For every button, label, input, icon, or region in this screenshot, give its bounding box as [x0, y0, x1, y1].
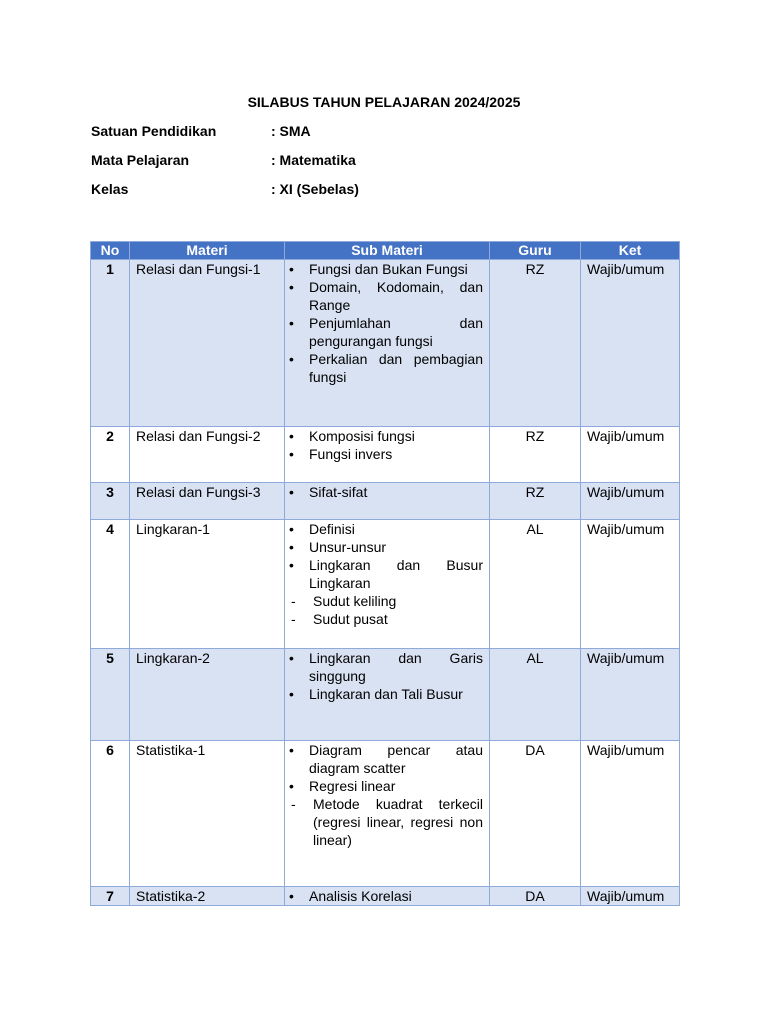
cell-materi: Lingkaran-1 [130, 520, 285, 649]
sub-materi-list [291, 427, 483, 463]
cell-no: 4 [91, 520, 130, 649]
meta-row-kelas [91, 181, 359, 210]
list-item: - Sudut pusat [313, 610, 483, 628]
sub-materi-list [291, 887, 483, 905]
cell-guru: DA [490, 887, 581, 906]
sub-sub-materi-list [291, 592, 483, 628]
table-row [91, 260, 680, 427]
meta-label: Satuan Pendidikan [91, 123, 217, 139]
cell-materi: Relasi dan Fungsi-1 [130, 260, 285, 427]
list-item: • Analisis Korelasi [309, 887, 483, 905]
meta-row-satuan-pendidikan [91, 123, 359, 152]
cell-no: 5 [91, 649, 130, 741]
cell-guru: DA [490, 741, 581, 887]
list-item: • Lingkaran dan Tali Busur [309, 685, 483, 703]
table-row [91, 483, 680, 520]
cell-ket: Wajib/umum [581, 520, 680, 649]
cell-materi: Statistika-2 [130, 887, 285, 906]
meta-value: : XI (Sebelas) [271, 181, 359, 197]
cell-guru: RZ [490, 483, 581, 520]
header-sub-materi: Sub Materi [285, 242, 490, 260]
cell-guru: AL [490, 520, 581, 649]
sub-materi-list [291, 649, 483, 703]
table-row [91, 649, 680, 741]
document-title: SILABUS TAHUN PELAJARAN 2024/2025 [247, 94, 521, 110]
cell-sub-materi [285, 483, 490, 520]
cell-ket: Wajib/umum [581, 887, 680, 906]
cell-ket: Wajib/umum [581, 260, 680, 427]
list-item: • Domain, Kodomain, dan Range [309, 278, 483, 314]
header-guru: Guru [490, 242, 581, 260]
table-row [91, 427, 680, 483]
list-item: • Perkalian dan pembagian fungsi [309, 350, 483, 386]
cell-sub-materi [285, 260, 490, 427]
cell-sub-materi [285, 741, 490, 887]
table-row [91, 520, 680, 649]
cell-guru: RZ [490, 427, 581, 483]
cell-guru: AL [490, 649, 581, 741]
list-item: - Sudut keliling [313, 592, 483, 610]
list-item: • Lingkaran dan Busur Lingkaran [309, 556, 483, 592]
list-item: • Penjumlahan dan pengurangan fungsi [309, 314, 483, 350]
list-item: • Unsur-unsur [309, 538, 483, 556]
cell-guru: RZ [490, 260, 581, 427]
sub-sub-materi-list [291, 795, 483, 849]
list-item: • Komposisi fungsi [309, 427, 483, 445]
cell-no: 3 [91, 483, 130, 520]
list-item: - Metode kuadrat terkecil (regresi linear, regresi non linear) [313, 795, 483, 849]
list-item: • Lingkaran dan Garis singgung [309, 649, 483, 685]
cell-sub-materi [285, 887, 490, 906]
cell-ket: Wajib/umum [581, 483, 680, 520]
document-meta [91, 123, 359, 210]
cell-ket: Wajib/umum [581, 427, 680, 483]
cell-no: 1 [91, 260, 130, 427]
header-ket: Ket [581, 242, 680, 260]
cell-no: 2 [91, 427, 130, 483]
cell-materi: Relasi dan Fungsi-2 [130, 427, 285, 483]
sub-materi-list [291, 741, 483, 795]
table-row [91, 887, 680, 906]
cell-materi: Statistika-1 [130, 741, 285, 887]
list-item: • Regresi linear [309, 777, 483, 795]
meta-value: : Matematika [271, 152, 356, 168]
list-item: • Fungsi dan Bukan Fungsi [309, 260, 483, 278]
sub-materi-list [291, 260, 483, 386]
meta-value: : SMA [271, 123, 311, 139]
sub-materi-list [291, 520, 483, 592]
table-row [91, 741, 680, 887]
header-no: No [91, 242, 130, 260]
header-materi: Materi [130, 242, 285, 260]
cell-sub-materi [285, 520, 490, 649]
table-header-row [91, 242, 680, 260]
cell-no: 7 [91, 887, 130, 906]
meta-row-mata-pelajaran [91, 152, 359, 181]
cell-materi: Relasi dan Fungsi-3 [130, 483, 285, 520]
list-item: • Sifat-sifat [309, 483, 483, 501]
list-item: • Definisi [309, 520, 483, 538]
cell-sub-materi [285, 427, 490, 483]
cell-ket: Wajib/umum [581, 741, 680, 887]
meta-label: Kelas [91, 181, 129, 197]
syllabus-table [90, 241, 680, 906]
sub-materi-list [291, 483, 483, 501]
cell-no: 6 [91, 741, 130, 887]
cell-materi: Lingkaran-2 [130, 649, 285, 741]
list-item: • Diagram pencar atau diagram scatter [309, 741, 483, 777]
meta-label: Mata Pelajaran [91, 152, 190, 168]
cell-sub-materi [285, 649, 490, 741]
list-item: • Fungsi invers [309, 445, 483, 463]
cell-ket: Wajib/umum [581, 649, 680, 741]
